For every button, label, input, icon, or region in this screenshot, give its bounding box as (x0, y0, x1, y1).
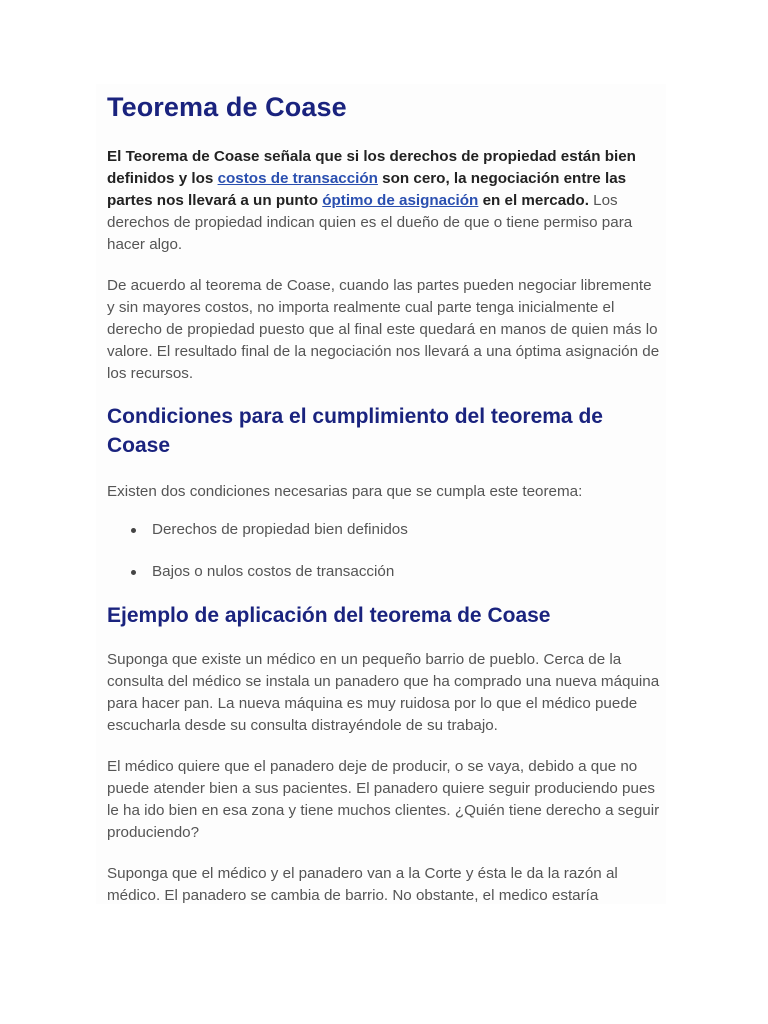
section-heading-ejemplo: Ejemplo de aplicación del teorema de Coase (107, 604, 551, 627)
bullet-icon (131, 570, 136, 575)
article-body (96, 84, 666, 904)
ejemplo-paragraph-1: Suponga que existe un médico en un pequeño barrio de pueblo. Cerca de la consulta del médico se instala un panadero que ha comprado una nueva máquina para hacer pan. La nueva máquina es muy ruidosa por lo que el médico puede escucharla desde su consulta distrayéndole de su trabajo. (107, 651, 660, 734)
intro-bold-1: El Teorema de Coase señala que si los derechos de propiedad están bien definidos y los (107, 148, 636, 187)
section-heading-condiciones: Condiciones para el cumplimiento del teorema de Coase (107, 405, 603, 457)
intro-bold-2: son cero, la negociación entre las partes nos llevará a un punto (107, 170, 627, 209)
link-costos-de-transaccion[interactable]: costos de transacción (217, 170, 378, 187)
paragraph-2: De acuerdo al teorema de Coase, cuando las partes pueden negociar libremente y sin mayores costos, no importa realmente cual parte tenga inicialmente el derecho de propiedad puesto que al final este quedará en manos de quien más lo valore. El resultado final de la negociación nos llevará a una óptima asignación de los recursos. (107, 277, 660, 382)
ejemplo-paragraph-2: El médico quiere que el panadero deje de producir, o se vaya, debido a que no puede atender bien a sus pacientes. El panadero quiere seguir produciendo pues le ha ido bien en esa zona y tiene muchos clientes. ¿Quién tiene derecho a seguir produciendo? (107, 758, 660, 841)
ejemplo-paragraph-3: Suponga que el médico y el panadero van a la Corte y ésta le da la razón al médico. El panadero se cambia de barrio. No obstante, el medico estaría (107, 865, 618, 904)
list-item-text: Bajos o nulos costos de transacción (152, 563, 395, 580)
condiciones-list (107, 519, 663, 583)
condiciones-intro: Existen dos condiciones necesarias para que se cumpla este teorema: (107, 483, 583, 500)
link-optimo-de-asignacion[interactable]: óptimo de asignación (322, 192, 479, 209)
bullet-icon (131, 528, 136, 533)
intro-bold-3: en el mercado. (478, 192, 589, 209)
list-item-text: Derechos de propiedad bien definidos (152, 521, 408, 538)
article-title: Teorema de Coase (107, 92, 347, 122)
intro-normal: Los derechos de propiedad indican quien es el dueño de que o tiene permiso para hacer algo. (107, 192, 633, 253)
list-item (107, 561, 663, 583)
list-item (107, 519, 663, 541)
intro-paragraph (107, 146, 663, 256)
